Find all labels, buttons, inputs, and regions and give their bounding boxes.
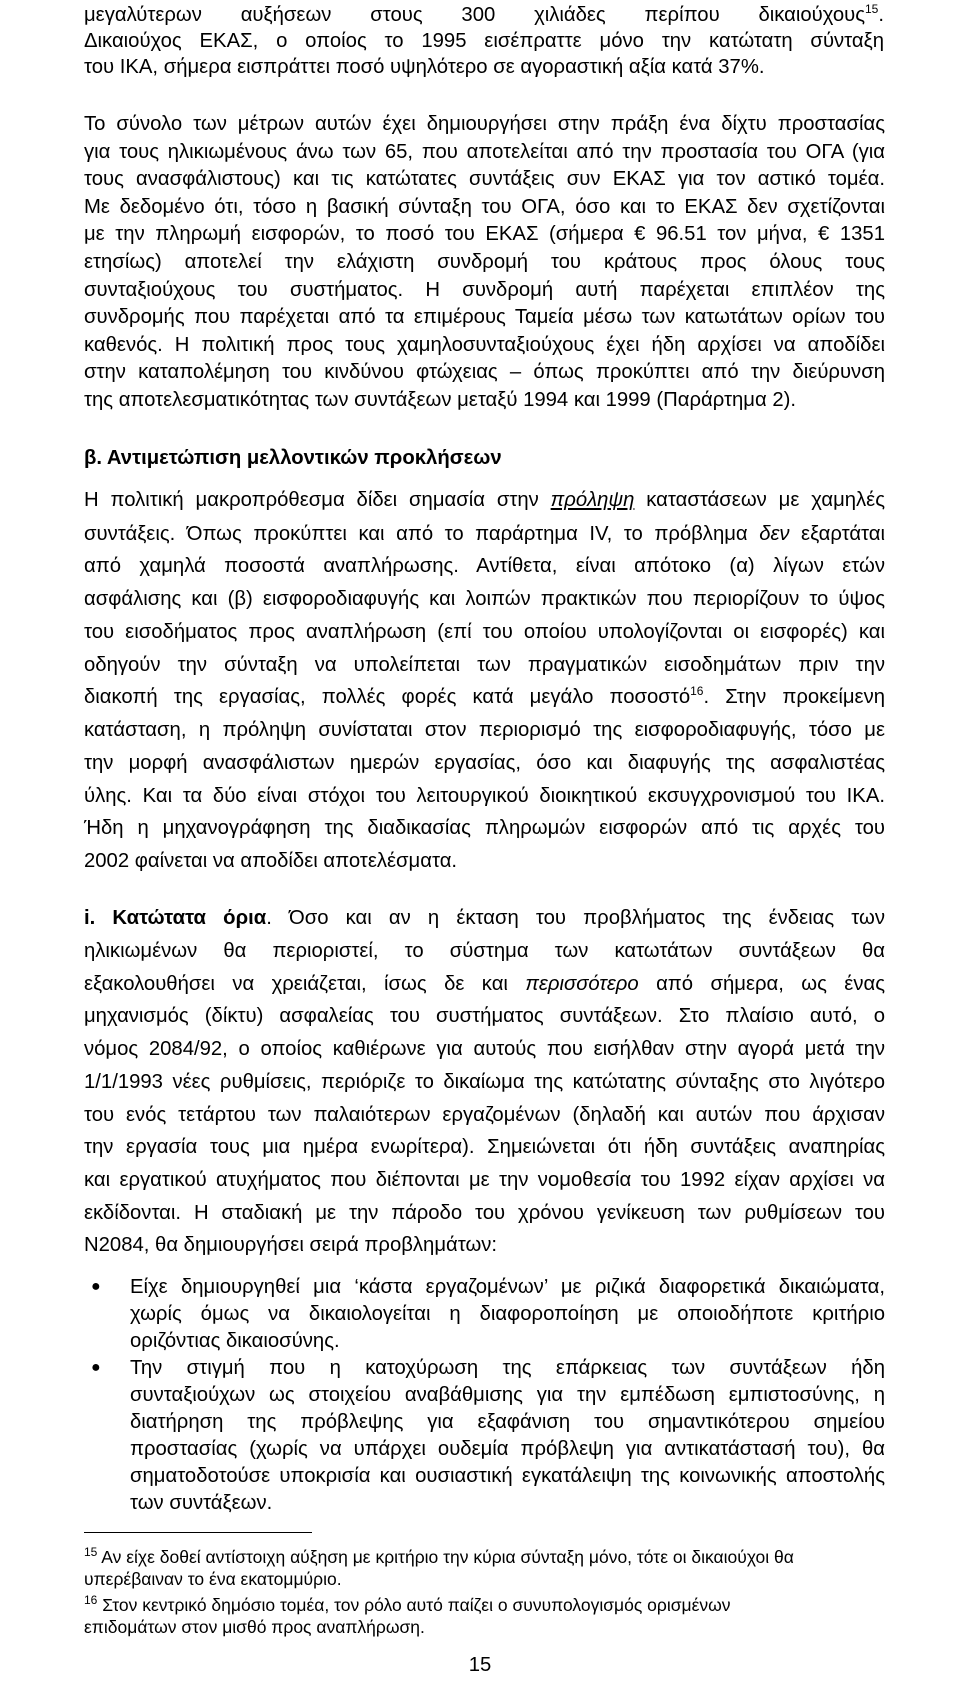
text-line: οδηγούν την σύνταξη να υπολείπεται των πραγματικών εισοδημάτων πριν την: [84, 654, 885, 676]
text-line: εκδίδονται. Η σταδιακή με την πάροδο του χρόνου γενίκευση των ρυθμίσεων του: [84, 1202, 885, 1224]
text-line: προστασίας (χωρίς να υπάρχει ουδεμία πρόβλεψη για αντικατάστασή του), θα: [130, 1438, 885, 1460]
text-line: Ήδη η μηχανογράφηση της διαδικασίας πληρωμών εισφορών από τις αρχές του: [84, 817, 885, 839]
text-line: συνδρομής που παρέχεται από τα επιμέρους Ταμεία μέσω των κατωτάτων ορίων του: [84, 306, 885, 328]
text-line: Με δεδομένο ότι, τόσο η βασική σύνταξη του ΟΓΑ, όσο και το ΕΚΑΣ δεν σχετίζονται: [84, 196, 885, 218]
text-line: σηματοδοτούσε υποκρισία και ουσιαστική εγκατάλειψη της κοινωνικής αποστολής: [130, 1465, 885, 1487]
text-line: $^{16}$ Στον κεντρικό δημόσιο τομέα, τον ρόλο αυτό παίζει ο συνυπολογισμός ορισμένων: [84, 1593, 731, 1615]
text-line: $^{15}$ Αν είχε δοθεί αντίστοιχη αύξηση με κριτήριο την κύρια σύνταξη μόνο, τότε οι δικαιούχοι θα: [84, 1545, 794, 1567]
text-line: χωρίς όμως να δικαιολογείται η διαφοροποίηση με οποιοδήποτε κριτήριο: [130, 1303, 885, 1325]
section-heading: β. Αντιμετώπιση μελλοντικών προκλήσεων: [84, 447, 502, 469]
text-line: διακοπή της εργασίας, πολλές φορές κατά μεγάλο ποσοστό$^{16}$. Στην προκείμενη: [84, 684, 885, 708]
text-line: και εργατικού ατυχήματος που διέπονται με την νομοθεσία του 1992 είχαν αρχίσει να: [84, 1169, 885, 1191]
footnote-separator: [84, 1532, 312, 1533]
text-line: την μορφή ανασφάλιστων ημερών εργασίας, όσο και διαφυγής της ασφαλιστέας: [84, 752, 885, 774]
text-line: συντάξεις. Όπως προκύπτει και από το παράρτημα IV, το πρόβλημα δεν εξαρτάται: [84, 523, 886, 545]
text-line: ετησίως) αποτελεί την ελάχιστη συνδρομή του κράτους προς όλους τους: [84, 251, 885, 273]
text-line: Είχε δημιουργηθεί μια ‘κάστα εργαζομένων’ με ριζικά διαφορετικά δικαιώματα,: [130, 1276, 885, 1298]
text-line: από χαμηλά ποσοστά αναπλήρωσης. Αντίθετα, είναι απότοκο (α) λίγων ετών: [84, 555, 885, 577]
text-line: της αποτελεσματικότητας των συντάξεων μεταξύ 1994 και 1999 (Παράρτημα 2).: [84, 389, 796, 411]
footnote-number: 16: [84, 1593, 98, 1608]
text-line: Το σύνολο των μέτρων αυτών έχει δημιουργήσει στην πράξη ένα δίχτυ προστασίας: [84, 113, 885, 135]
footnote-ref: 16: [690, 684, 704, 699]
footnote-number: 15: [84, 1545, 98, 1560]
text-line: Ν2084, θα δημιουργήσει σειρά προβλημάτων:: [84, 1234, 498, 1256]
text-line: με την πληρωμή εισφορών, το ποσό του ΕΚΑΣ (σήμερα € 96.51 τον μήνα, € 1351: [84, 223, 885, 245]
text-line: συνταξιούχων ως στοιχείου αναβάθμισης για την εμπέδωση εμπιστοσύνης, η: [130, 1384, 885, 1406]
text-line: ύλης. Και τα δύο είναι στόχοι του λειτουργικού διοικητικού εκσυγχρονισμού του ΙΚΑ.: [84, 785, 885, 807]
text-line: ηλικιωμένων θα περιοριστεί, το σύστημα των κατωτάτων συντάξεων θα: [84, 940, 885, 962]
text-line: εξακολουθήσει να χρειάζεται, ίσως δε και περισσότερο από σήμερα, ως ένας: [84, 973, 885, 995]
text-line: Την στιγμή που η κατοχύρωση της επάρκειας των συντάξεων ήδη: [130, 1357, 885, 1379]
text-line: νόμος 2084/92, ο οποίος καθιέρωνε για αυτούς που εισήλθαν στην αγορά μετά την: [84, 1038, 885, 1060]
text-line: μεγαλύτερων αυξήσεων στους 300 χιλιάδες περίπου δικαιούχους$^{15}$.: [84, 2, 884, 26]
text-line: κατάσταση, η πρόληψη συνίσταται στον περιορισμό της εισφοροδιαφυγής, τόσο με: [84, 719, 885, 741]
text-line: τους ανασφάλιστους) και τις κατώτατες συντάξεις συν ΕΚΑΣ για τον αστικό τομέα.: [84, 168, 885, 190]
text-line: i. Κατώτατα όρια. Όσο και αν η έκταση του προβλήματος της ένδειας των: [84, 907, 885, 929]
text-line: των συντάξεων.: [130, 1492, 273, 1514]
text-line: καθενός. Η πολιτική προς τους χαμηλοσυνταξιούχους έχει ήδη αρχίσει να αποδίδει: [84, 334, 885, 356]
subsection-heading: i. Κατώτατα όρια: [84, 907, 267, 929]
text-line: του ενός τετάρτου των παλαιότερων εργαζομένων (δηλαδή και αυτών που άρχισαν: [84, 1104, 885, 1126]
text-line: υπερέβαιναν το ένα εκατομμύριο.: [84, 1569, 342, 1589]
text-line: Δικαιούχος ΕΚΑΣ, ο οποίος το 1995 εισέπραττε μόνο την κατώτατη σύνταξη: [84, 30, 884, 52]
text-line: την εργασία τους μια ημέρα ενωρίτερα). Σημειώνεται ότι ήδη συντάξεις αναπηρίας: [84, 1136, 885, 1158]
text-line: του εισοδήματος προς αναπλήρωση (επί του οποίου υπολογίζονται οι εισφορές) και: [84, 621, 885, 643]
text-line: συνταξιούχους του συστήματος. Η συνδρομή αυτή παρέχεται επιπλέον της: [84, 279, 885, 301]
bullet-icon: ●: [91, 1278, 101, 1295]
text-line: στην καταπολέμηση του κινδύνου φτώχειας – όπως προκύπτει από την διεύρυνση: [84, 361, 885, 383]
text-line: Η πολιτική μακροπρόθεσμα δίδει σημασία στην πρόληψη καταστάσεων με χαμηλές: [84, 489, 885, 511]
page-number: 15: [468, 1654, 492, 1676]
text-line: του ΙΚΑ, σήμερα εισπράττει ποσό υψηλότερο σε αγοραστική αξία κατά 37%.: [84, 56, 765, 78]
text-line: 2002 φαίνεται να αποδίδει αποτελέσματα.: [84, 850, 458, 872]
text-line: για τους ηλικιωμένους άνω των 65, που αποτελείται από την προστασία του ΟΓΑ (για: [84, 141, 885, 163]
text-line: διατήρηση της πρόβλεψης για εξαφάνιση του σημαντικότερου σημείου: [130, 1411, 885, 1433]
text-line: ασφάλισης και (β) εισφοροδιαφυγής και λοιπών πρακτικών που περιορίζουν το ύψος: [84, 588, 885, 610]
footnote-ref: 15: [865, 2, 879, 17]
text-line: 1/1/1993 νέες ρυθμίσεις, περιόριζε το δικαίωμα της κατώτατης σύνταξης στο λιγότερο: [84, 1071, 885, 1093]
text-line: επιδομάτων στον μισθό προς αναπλήρωση.: [84, 1617, 425, 1637]
text-line: μηχανισμός (δίκτυ) ασφαλείας του συστήματος συντάξεων. Στο πλαίσιο αυτό, ο: [84, 1005, 885, 1027]
text-line: οριζόντιας δικαιοσύνης.: [130, 1330, 340, 1352]
bullet-icon: ●: [91, 1359, 101, 1376]
